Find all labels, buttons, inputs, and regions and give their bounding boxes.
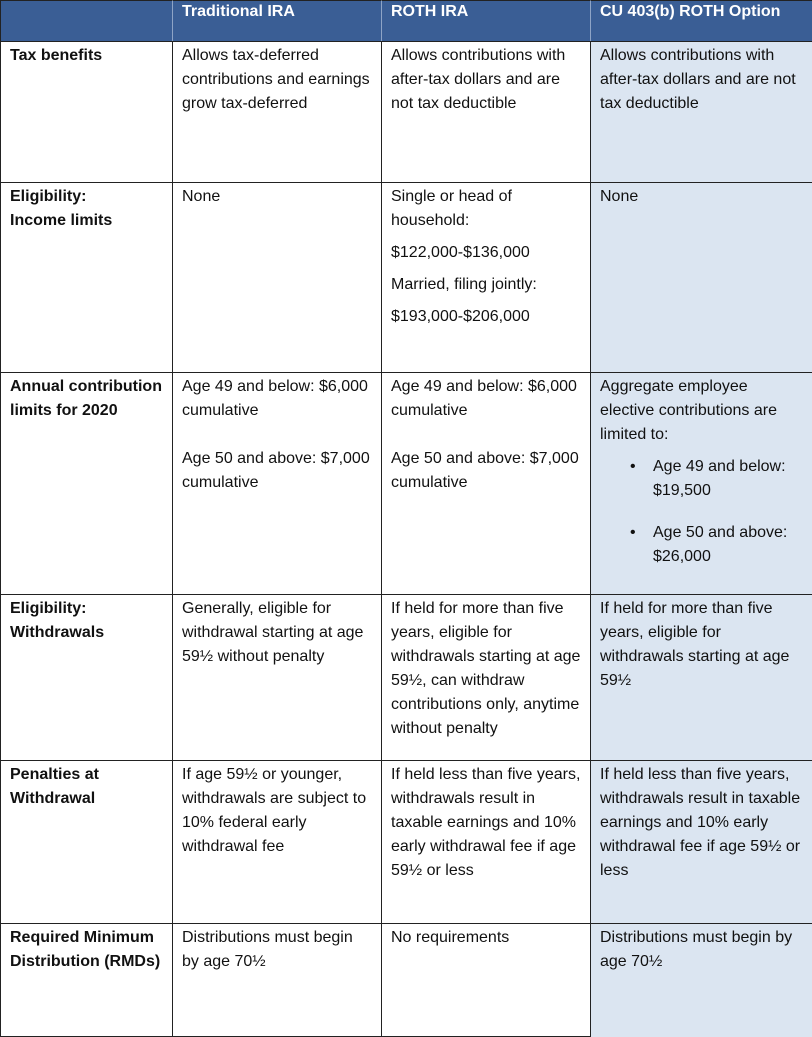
header-cu-403b-roth: CU 403(b) ROTH Option xyxy=(591,0,812,41)
header-roth-ira: ROTH IRA xyxy=(382,0,591,41)
bullet-icon: • xyxy=(630,458,636,475)
roth-income-married-label: Married, filing jointly: xyxy=(391,276,537,293)
roth-income-single-label: Single or head of household: xyxy=(391,188,512,229)
roth-income-single-range: $122,000-$136,000 xyxy=(391,244,530,261)
roth-annual-under-50: Age 49 and below: $6,000 cumulative xyxy=(391,378,577,419)
row-label-rmds: Required Minimum Distribution (RMDs) xyxy=(1,923,173,1037)
withdrawals-label-line1: Eligibility: xyxy=(10,600,87,617)
traditional-annual-50-plus: Age 50 and above: $7,000 cumulative xyxy=(182,450,370,491)
row-label-tax-benefits: Tax benefits xyxy=(1,41,173,182)
income-label-line2: Income limits xyxy=(10,212,113,229)
cell-roth-withdrawals: If held for more than five years, eligible for withdrawals starting at age 59½, can withdraw contributions only, anytime without penalty xyxy=(382,594,591,760)
cell-traditional-annual-limits xyxy=(173,372,382,594)
withdrawals-label-line2: Withdrawals xyxy=(10,624,105,641)
cell-traditional-penalties: If age 59½ or younger, withdrawals are subject to 10% federal early withdrawal fee xyxy=(173,760,382,923)
cell-roth-penalties: If held less than five years, withdrawals result in taxable earnings and 10% early withdrawal fee if age 59½ or less xyxy=(382,760,591,923)
cell-traditional-tax-benefits: Allows tax-deferred contributions and earnings grow tax-deferred xyxy=(173,41,382,182)
row-label-annual-limits: Annual contribution limits for 2020 xyxy=(1,372,173,594)
cell-cu403b-tax-benefits: Allows contributions with after-tax dollars and are not tax deductible xyxy=(591,41,812,182)
cell-traditional-withdrawals: Generally, eligible for withdrawal starting at age 59½ without penalty xyxy=(173,594,382,760)
cell-roth-income-limits xyxy=(382,182,591,372)
cell-traditional-income-limits: None xyxy=(173,182,382,372)
list-item xyxy=(600,521,803,569)
cell-cu403b-income-limits: None xyxy=(591,182,812,372)
cell-traditional-rmds: Distributions must begin by age 70½ xyxy=(173,923,382,1037)
cell-cu403b-annual-limits xyxy=(591,372,812,594)
income-label-line1: Eligibility: xyxy=(10,188,87,205)
cell-cu403b-withdrawals: If held for more than five years, eligible for withdrawals starting at age 59½ xyxy=(591,594,812,760)
row-label-income-limits xyxy=(1,182,173,372)
roth-income-married-range: $193,000-$206,000 xyxy=(391,308,530,325)
cell-roth-tax-benefits: Allows contributions with after-tax dollars and are not tax deductible xyxy=(382,41,591,182)
bullet-icon: • xyxy=(630,524,636,541)
list-item xyxy=(600,455,803,503)
cu403b-annual-bullet-list xyxy=(600,455,803,569)
traditional-annual-under-50: Age 49 and below: $6,000 cumulative xyxy=(182,378,368,419)
row-label-penalties: Penalties at Withdrawal xyxy=(1,760,173,923)
header-blank-cell xyxy=(1,0,173,41)
cell-roth-annual-limits xyxy=(382,372,591,594)
roth-annual-50-plus: Age 50 and above: $7,000 cumulative xyxy=(391,450,579,491)
row-label-withdrawals xyxy=(1,594,173,760)
cell-cu403b-rmds: Distributions must begin by age 70½ xyxy=(591,923,812,1037)
header-traditional-ira: Traditional IRA xyxy=(173,0,382,41)
cu403b-annual-bullet-under-50: Age 49 and below: $19,500 xyxy=(653,458,786,499)
cell-roth-rmds: No requirements xyxy=(382,923,591,1037)
cu403b-annual-intro: Aggregate employee elective contributions are limited to: xyxy=(600,378,777,443)
cell-cu403b-penalties: If held less than five years, withdrawals result in taxable earnings and 10% early withdrawal fee if age 59½ or less xyxy=(591,760,812,923)
cu403b-annual-bullet-50-plus: Age 50 and above: $26,000 xyxy=(653,524,788,565)
